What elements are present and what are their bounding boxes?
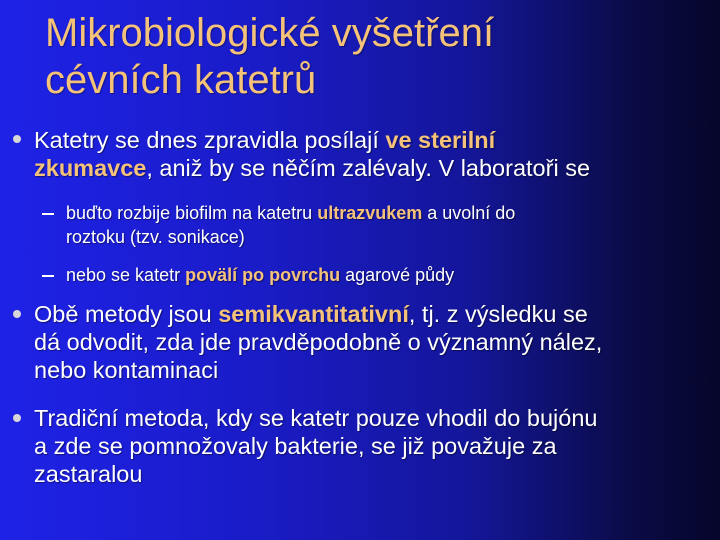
bullet-3-line3: zastaralou — [34, 461, 143, 487]
bullet-3 — [34, 404, 714, 488]
bullet-2-highlight: semikvantitativní — [218, 301, 409, 327]
bullet-2 — [34, 300, 714, 384]
bullet-1-text-a: Katetry se dnes zpravidla posílají — [34, 127, 386, 153]
slide-title-line1: Mikrobiologické vyšetření — [45, 11, 495, 55]
bullet-2-text-b: , tj. z výsledku se — [408, 301, 588, 327]
bullet-1-line2 — [34, 154, 714, 182]
bullet-3-line1: Tradiční metoda, kdy se katetr pouze vhodil do bujónu — [34, 405, 598, 431]
bullet-dot-2 — [13, 310, 21, 318]
bullet-1-line1 — [34, 126, 714, 154]
bullet-1-highlight-b: zkumavce — [34, 155, 147, 181]
subbullet-1-line1 — [66, 201, 706, 225]
subbullet-2-highlight: povälí po povrchu — [185, 265, 341, 285]
subbullet-1-text-b: a uvolní do — [422, 203, 516, 223]
subbullet-2-text-b: agarové půdy — [340, 265, 455, 285]
bullet-1 — [34, 126, 714, 182]
bullet-2-line2: dá odvodit, zda jde pravděpodobně o významný nález, — [34, 329, 603, 355]
subbullet-1-highlight: ultrazvukem — [317, 203, 423, 223]
bullet-dot-1 — [13, 135, 21, 143]
bullet-2-line3: nebo kontaminaci — [34, 357, 219, 383]
subbullet-2-text-a: nebo se katetr — [66, 265, 186, 285]
slide-title — [45, 10, 685, 104]
subbullet-2 — [66, 263, 706, 287]
subbullet-2-line1 — [66, 263, 706, 287]
subbullet-dash-1 — [42, 213, 54, 215]
bullet-2-line1 — [34, 300, 714, 328]
slide-title-line2: cévních katetrů — [45, 58, 317, 102]
bullet-2-text-a: Obě metody jsou — [34, 301, 219, 327]
subbullet-1-text-a: buďto rozbije biofilm na katetru — [66, 203, 318, 223]
subbullet-1-line2: roztoku (tzv. sonikace) — [66, 227, 245, 247]
bullet-3-line2: a zde se pomnožovaly bakterie, se již považuje za — [34, 433, 557, 459]
bullet-dot-3 — [13, 414, 21, 422]
subbullet-dash-2 — [42, 275, 54, 277]
bullet-1-text-b: , aniž by se něčím zalévaly. V laboratoři se — [146, 155, 591, 181]
bullet-1-highlight-a: ve sterilní — [385, 127, 496, 153]
subbullet-1 — [66, 201, 706, 249]
